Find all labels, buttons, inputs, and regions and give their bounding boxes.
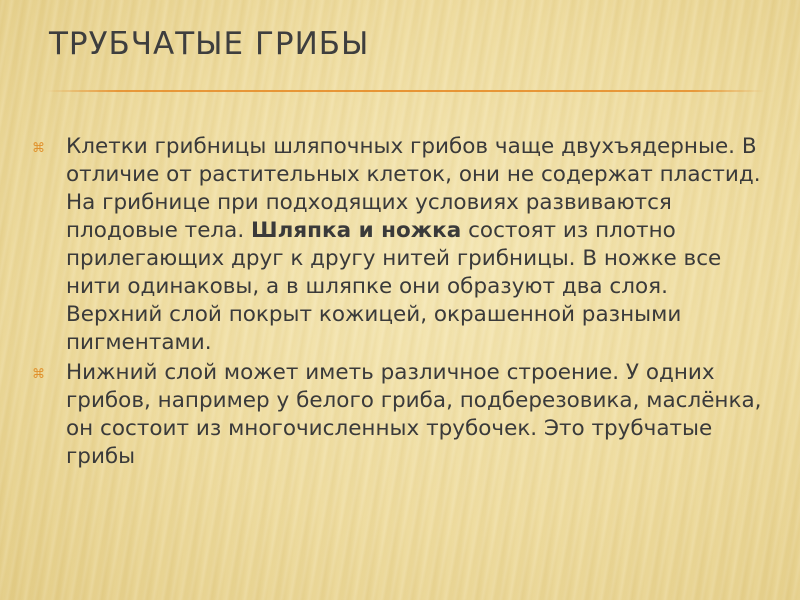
bullet-text: Клетки грибницы шляпочных грибов чаще двухъядерные. В отличие от растительных клеток, они не содержат пластид. На грибнице при подходящих условиях развиваются плодовые тела. bbox=[66, 134, 761, 243]
bullet-icon: ⌘ bbox=[32, 367, 45, 382]
title-divider bbox=[45, 90, 765, 92]
bullet-item bbox=[32, 133, 762, 357]
bullet-list bbox=[32, 133, 762, 473]
bullet-text: Нижний слой может иметь различное строение. У одних грибов, например у белого гриба, подберезовика, маслёнка, он состоит из многочисленных трубочек. Это трубчатые грибы bbox=[66, 360, 762, 469]
bullet-text: состоят из плотно прилегающих друг к другу нитей грибницы. В ножке все нити одинаковы, а в шляпке они образуют два слоя. Верхний слой покрыт кожицей, окрашенной разными пигментами. bbox=[66, 218, 722, 355]
bullet-icon: ⌘ bbox=[32, 141, 45, 156]
bullet-bold-text: Шляпка и ножка bbox=[251, 218, 462, 243]
slide-title: ТРУБЧАТЫЕ ГРИБЫ bbox=[49, 26, 370, 62]
bullet-item bbox=[32, 359, 762, 471]
